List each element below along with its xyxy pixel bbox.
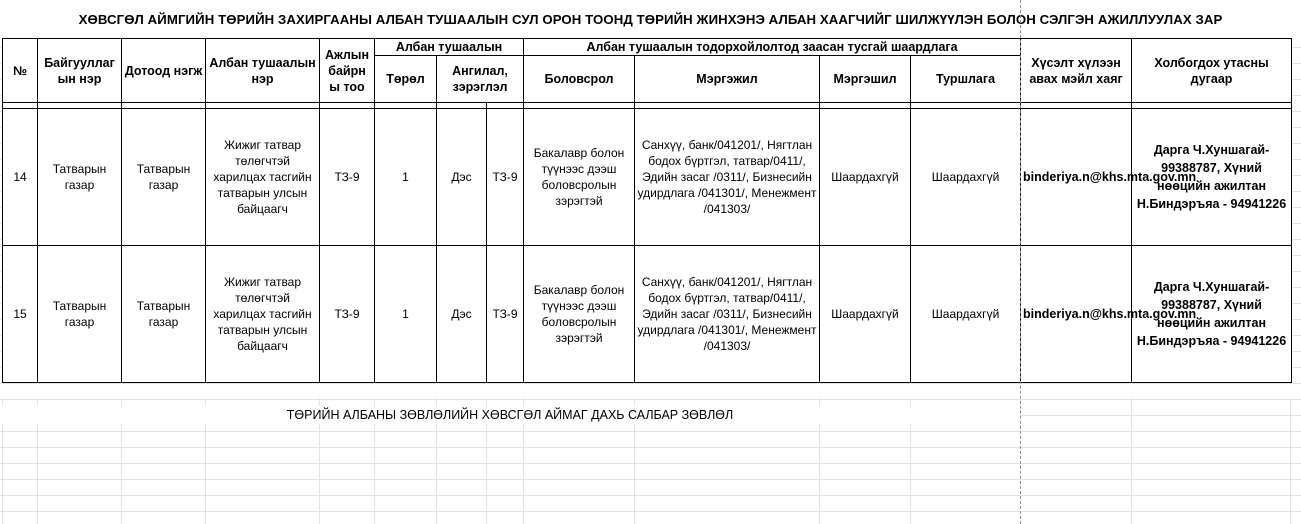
header-seats[interactable]: Ажлын байрн ы тоо — [320, 39, 375, 103]
cell-seats[interactable]: ТЗ-9 — [320, 246, 375, 383]
header-type[interactable]: Төрөл — [375, 56, 437, 103]
blank-row — [2, 384, 1291, 398]
cell-org[interactable]: Татварын газар — [38, 109, 122, 246]
table-row — [3, 109, 1292, 246]
cell-experience[interactable]: Шаардахгүй — [911, 109, 1021, 246]
cell-skill[interactable]: Шаардахгүй — [820, 109, 911, 246]
cell-org[interactable]: Татварын газар — [38, 246, 122, 383]
footer-text[interactable]: ТӨРИЙН АЛБАНЫ ЗӨВЛӨЛИЙН ХӨВСГӨЛ АЙМАГ ДАХЬ САЛБАР ЗӨВЛӨЛ — [0, 406, 1020, 424]
cell-unit[interactable]: Татварын газар — [122, 246, 206, 383]
header-skill[interactable]: Мэргэшил — [820, 56, 911, 103]
header-unit[interactable]: Дотоод нэгж — [122, 39, 206, 103]
cell-position[interactable]: Жижиг татвар төлөгчтэй харилцах тасгийн татварын улсын байцаагч — [206, 109, 320, 246]
cell-rank[interactable]: Дэс — [437, 109, 487, 246]
cell-type[interactable]: 1 — [375, 246, 437, 383]
cell-type[interactable]: 1 — [375, 109, 437, 246]
table-row — [3, 246, 1292, 383]
cell-profession[interactable]: Санхүү, банк/041201/, Нягтлан бодох бүртгэл, татвар/0411/, Эдийн засаг /0311/, Бизнесийн удирдлага /041301/, Менежмент /041303/ — [635, 246, 820, 383]
cell-rank[interactable]: Дэс — [437, 246, 487, 383]
header-position-group[interactable]: Албан тушаалын — [375, 39, 524, 56]
cell-grade[interactable]: ТЗ-9 — [487, 246, 524, 383]
cell-grade[interactable]: ТЗ-9 — [487, 109, 524, 246]
header-email[interactable]: Хүсэлт хүлээн авах мэйл хаяг — [1021, 39, 1132, 103]
cell-phone[interactable]: Дарга Ч.Хуншагай- 99388787, Хүний нөөцийн ажилтан Н.Биндэръяа - 94941226 — [1132, 109, 1292, 246]
header-profession[interactable]: Мэргэжил — [635, 56, 820, 103]
cell-unit[interactable]: Татварын газар — [122, 109, 206, 246]
header-no[interactable]: № — [3, 39, 38, 103]
cell-email[interactable]: binderiya.n@khs.mta.gov.mn — [1021, 246, 1132, 383]
header-education[interactable]: Боловсрол — [524, 56, 635, 103]
cell-seats[interactable]: ТЗ-9 — [320, 109, 375, 246]
cell-phone[interactable]: Дарга Ч.Хуншагай- 99388787, Хүний нөөцийн ажилтан Н.Биндэръяа - 94941226 — [1132, 246, 1292, 383]
cell-email[interactable]: binderiya.n@khs.mta.gov.mn — [1021, 109, 1132, 246]
page-break-line — [1020, 0, 1021, 524]
cell-position[interactable]: Жижиг татвар төлөгчтэй харилцах тасгийн татварын улсын байцаагч — [206, 246, 320, 383]
header-rank[interactable]: Ангилал, зэрэглэл — [437, 56, 524, 103]
sheet-title[interactable]: ХӨВСГӨЛ АЙМГИЙН ТӨРИЙН ЗАХИРГААНЫ АЛБАН ТУШААЛЫН СУЛ ОРОН ТООНД ТӨРИЙН ЖИНХЭНЭ АЛБАН ХААГЧИЙГ ШИЛЖҮҮЛЭН БОЛОН СЭЛГЭН АЖИЛЛУУЛАХ ЗАР — [0, 0, 1301, 38]
header-org[interactable]: Байгууллаг ын нэр — [38, 39, 122, 103]
header-position[interactable]: Албан тушаалын нэр — [206, 39, 320, 103]
cell-no[interactable]: 15 — [3, 246, 38, 383]
cell-education[interactable]: Бакалавр болон түүнээс дээш боловсролын зэрэгтэй — [524, 109, 635, 246]
cell-skill[interactable]: Шаардахгүй — [820, 246, 911, 383]
cell-no[interactable]: 14 — [3, 109, 38, 246]
cell-profession[interactable]: Санхүү, банк/041201/, Нягтлан бодох бүртгэл, татвар/0411/, Эдийн засаг /0311/, Бизнесийн удирдлага /041301/, Менежмент /041303/ — [635, 109, 820, 246]
vacancy-table — [2, 38, 1292, 383]
header-experience[interactable]: Туршлага — [911, 56, 1021, 103]
cell-experience[interactable]: Шаардахгүй — [911, 246, 1021, 383]
header-phone[interactable]: Холбогдох утасны дугаар — [1132, 39, 1292, 103]
header-requirements-group[interactable]: Албан тушаалын тодорхойлолтод заасан тусгай шаардлага — [524, 39, 1021, 56]
cell-education[interactable]: Бакалавр болон түүнээс дээш боловсролын зэрэгтэй — [524, 246, 635, 383]
